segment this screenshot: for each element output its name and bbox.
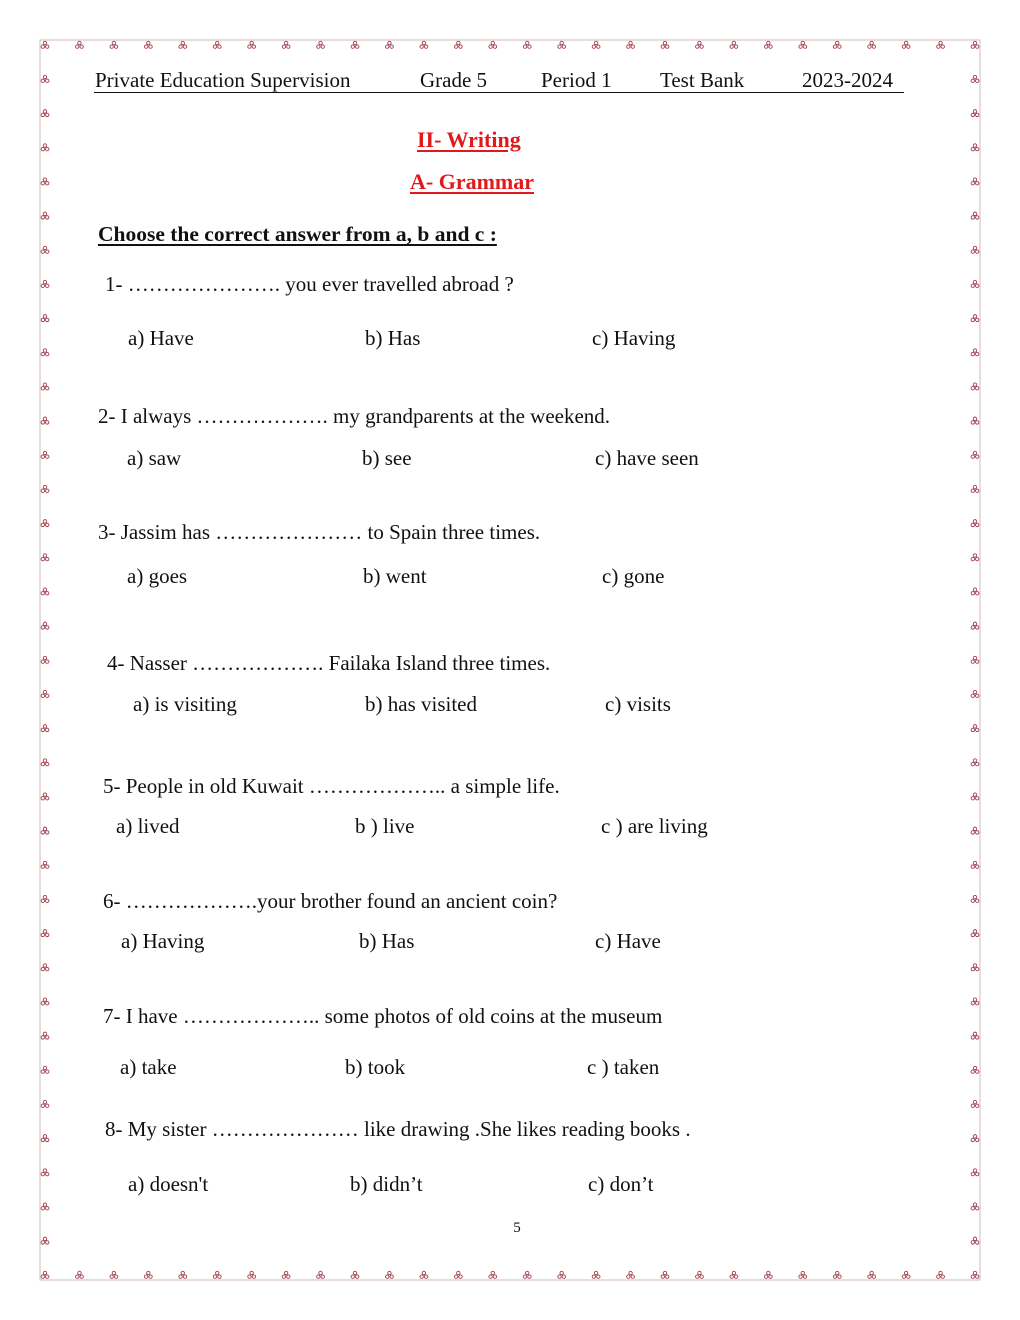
question-4: 4- Nasser ………………. Failaka Island three times. xyxy=(107,651,551,675)
border-ornament xyxy=(41,520,49,527)
border-ornament xyxy=(971,1135,979,1142)
border-ornament xyxy=(420,1271,428,1278)
border-ornament xyxy=(971,349,979,356)
border-ornament xyxy=(971,895,979,902)
border-ornament xyxy=(971,315,979,322)
header-year: 2023-2024 xyxy=(802,68,893,92)
border-ornament xyxy=(179,1271,187,1278)
border-ornament xyxy=(76,1271,84,1278)
border-ornament xyxy=(41,1032,49,1039)
border-ornament xyxy=(41,144,49,151)
border-ornament xyxy=(41,793,49,800)
border-ornament xyxy=(351,1271,359,1278)
border-ornament xyxy=(971,280,979,287)
border-ornament xyxy=(41,554,49,561)
q5-option-b: b ) live xyxy=(355,814,415,838)
q2-option-a: a) saw xyxy=(127,446,182,470)
border-ornament xyxy=(558,1271,566,1278)
border-ornament xyxy=(971,520,979,527)
q6-option-a: a) Having xyxy=(121,929,205,953)
border-ornament xyxy=(41,759,49,766)
border-ornament xyxy=(971,725,979,732)
border-ornament xyxy=(971,485,979,492)
border-ornament xyxy=(971,383,979,390)
q1-option-c: c) Having xyxy=(592,326,676,350)
q3-option-a: a) goes xyxy=(127,564,188,588)
border-ornament xyxy=(868,1271,876,1278)
q8-option-b: b) didn’t xyxy=(350,1172,423,1196)
border-ornament xyxy=(420,41,428,48)
border-ornament xyxy=(902,41,910,48)
border-ornament xyxy=(41,1237,49,1244)
border-ornament xyxy=(971,1203,979,1210)
instruction: Choose the correct answer from a, b and c : xyxy=(98,222,497,246)
border-ornament xyxy=(110,1271,118,1278)
border-ornament xyxy=(971,622,979,629)
header-period: Period 1 xyxy=(541,68,612,92)
border-ornament xyxy=(41,964,49,971)
border-ornament xyxy=(937,41,945,48)
border-ornament xyxy=(971,964,979,971)
border-ornament xyxy=(764,41,772,48)
border-ornament xyxy=(386,41,394,48)
border-ornament xyxy=(868,41,876,48)
border-ornament xyxy=(41,41,49,48)
border-ornament xyxy=(454,1271,462,1278)
border-ornament xyxy=(41,1169,49,1176)
border-ornament xyxy=(248,41,256,48)
border-ornament xyxy=(971,110,979,117)
border-ornament xyxy=(730,1271,738,1278)
q7-option-c: c ) taken xyxy=(587,1055,660,1079)
border-ornament xyxy=(317,41,325,48)
border-ornament xyxy=(971,1032,979,1039)
border-ornament xyxy=(971,1271,979,1278)
border-ornament xyxy=(971,554,979,561)
border-ornament xyxy=(41,485,49,492)
border-ornament xyxy=(179,41,187,48)
question-8: 8- My sister ………………… like drawing .She likes reading books . xyxy=(105,1117,691,1141)
border-ornament xyxy=(971,178,979,185)
border-ornament xyxy=(41,588,49,595)
border-ornament xyxy=(592,1271,600,1278)
border-ornament xyxy=(971,759,979,766)
border-ornament xyxy=(110,41,118,48)
border-ornament xyxy=(41,861,49,868)
border-ornament xyxy=(764,1271,772,1278)
border-ornament xyxy=(971,417,979,424)
border-ornament xyxy=(41,315,49,322)
q2-option-c: c) have seen xyxy=(595,446,699,470)
q5-option-a: a) lived xyxy=(116,814,180,838)
q4-option-a: a) is visiting xyxy=(133,692,237,716)
border-ornament xyxy=(971,1237,979,1244)
border-ornament xyxy=(41,110,49,117)
border-ornament xyxy=(41,725,49,732)
border-ornament xyxy=(41,1203,49,1210)
border-ornament xyxy=(523,1271,531,1278)
page-number: 5 xyxy=(513,1220,521,1236)
q1-option-b: b) Has xyxy=(365,326,421,350)
border-ornament xyxy=(41,1100,49,1107)
border-ornament xyxy=(41,827,49,834)
border-ornament xyxy=(213,41,221,48)
border-ornament xyxy=(41,451,49,458)
border-ornament xyxy=(41,178,49,185)
header-underline xyxy=(94,92,904,93)
q7-option-a: a) take xyxy=(120,1055,177,1079)
border-ornament xyxy=(971,588,979,595)
border-ornament xyxy=(144,1271,152,1278)
border-ornament xyxy=(971,1100,979,1107)
border-ornament xyxy=(833,41,841,48)
q5-option-c: c ) are living xyxy=(601,814,708,838)
q8-option-a: a) doesn't xyxy=(128,1172,209,1196)
q7-option-b: b) took xyxy=(345,1055,406,1079)
q6-option-b: b) Has xyxy=(359,929,415,953)
border-ornament xyxy=(902,1271,910,1278)
border-ornament xyxy=(971,75,979,82)
question-3: 3- Jassim has ………………… to Spain three times. xyxy=(98,520,541,544)
border-ornament xyxy=(971,212,979,219)
border-ornament xyxy=(971,1169,979,1176)
border-ornament xyxy=(41,895,49,902)
question-6: 6- ……………….your brother found an ancient coin? xyxy=(103,889,558,913)
header-document: Test Bank xyxy=(660,68,745,92)
border-ornament xyxy=(971,827,979,834)
border-ornament xyxy=(41,417,49,424)
q1-option-a: a) Have xyxy=(128,326,194,350)
border-ornament xyxy=(523,41,531,48)
border-ornament xyxy=(282,1271,290,1278)
border-ornament xyxy=(41,656,49,663)
border-ornament xyxy=(971,656,979,663)
border-ornament xyxy=(41,690,49,697)
border-ornament xyxy=(41,75,49,82)
border-ornament xyxy=(627,1271,635,1278)
border-ornament xyxy=(41,622,49,629)
border-ornament xyxy=(41,349,49,356)
q4-option-c: c) visits xyxy=(605,692,671,716)
q8-option-c: c) don’t xyxy=(588,1172,654,1196)
question-1: 1- …………………. you ever travelled abroad ? xyxy=(105,272,514,296)
border-ornament xyxy=(799,1271,807,1278)
q3-option-b: b) went xyxy=(363,564,427,588)
q3-option-c: c) gone xyxy=(602,564,665,588)
question-5: 5- People in old Kuwait ……………….. a simple life. xyxy=(103,774,560,798)
border-ornament xyxy=(41,212,49,219)
border-ornament xyxy=(971,930,979,937)
border-ornament xyxy=(627,41,635,48)
border-ornament xyxy=(730,41,738,48)
q4-option-b: b) has visited xyxy=(365,692,477,716)
border-ornament xyxy=(317,1271,325,1278)
border-ornament xyxy=(144,41,152,48)
border-ornament xyxy=(76,41,84,48)
section-title: II- Writing xyxy=(417,127,521,152)
border-ornament xyxy=(971,998,979,1005)
border-ornament xyxy=(971,246,979,253)
border-ornament xyxy=(661,41,669,48)
border-ornament xyxy=(386,1271,394,1278)
border-ornament xyxy=(971,41,979,48)
border-ornament xyxy=(351,41,359,48)
border-ornament xyxy=(454,41,462,48)
header-grade: Grade 5 xyxy=(420,68,488,92)
border-ornament xyxy=(41,930,49,937)
border-ornament xyxy=(41,383,49,390)
border-ornament xyxy=(41,1066,49,1073)
border-ornament xyxy=(489,41,497,48)
border-ornament xyxy=(558,41,566,48)
border-ornament xyxy=(213,1271,221,1278)
q6-option-c: c) Have xyxy=(595,929,661,953)
border-ornament xyxy=(971,144,979,151)
border-ornament xyxy=(489,1271,497,1278)
border-ornament xyxy=(41,280,49,287)
border-ornament xyxy=(971,451,979,458)
border-ornament xyxy=(971,1066,979,1073)
border-ornament xyxy=(799,41,807,48)
border-ornament xyxy=(282,41,290,48)
subsection-title: A- Grammar xyxy=(410,169,535,194)
border-ornament xyxy=(248,1271,256,1278)
q2-option-b: b) see xyxy=(362,446,412,470)
border-ornament xyxy=(41,246,49,253)
question-2: 2- I always ………………. my grandparents at the weekend. xyxy=(98,404,611,428)
border-ornament xyxy=(41,1135,49,1142)
border-ornament xyxy=(971,793,979,800)
question-7: 7- I have ……………….. some photos of old coins at the museum xyxy=(103,1004,663,1028)
border-ornament xyxy=(696,1271,704,1278)
border-ornament xyxy=(937,1271,945,1278)
border-ornament xyxy=(592,41,600,48)
border-ornament xyxy=(971,690,979,697)
border-ornament xyxy=(833,1271,841,1278)
header-organization: Private Education Supervision xyxy=(95,68,351,92)
border-ornament xyxy=(41,998,49,1005)
border-ornament xyxy=(41,1271,49,1278)
border-ornament xyxy=(661,1271,669,1278)
border-ornament xyxy=(696,41,704,48)
border-ornament xyxy=(971,861,979,868)
